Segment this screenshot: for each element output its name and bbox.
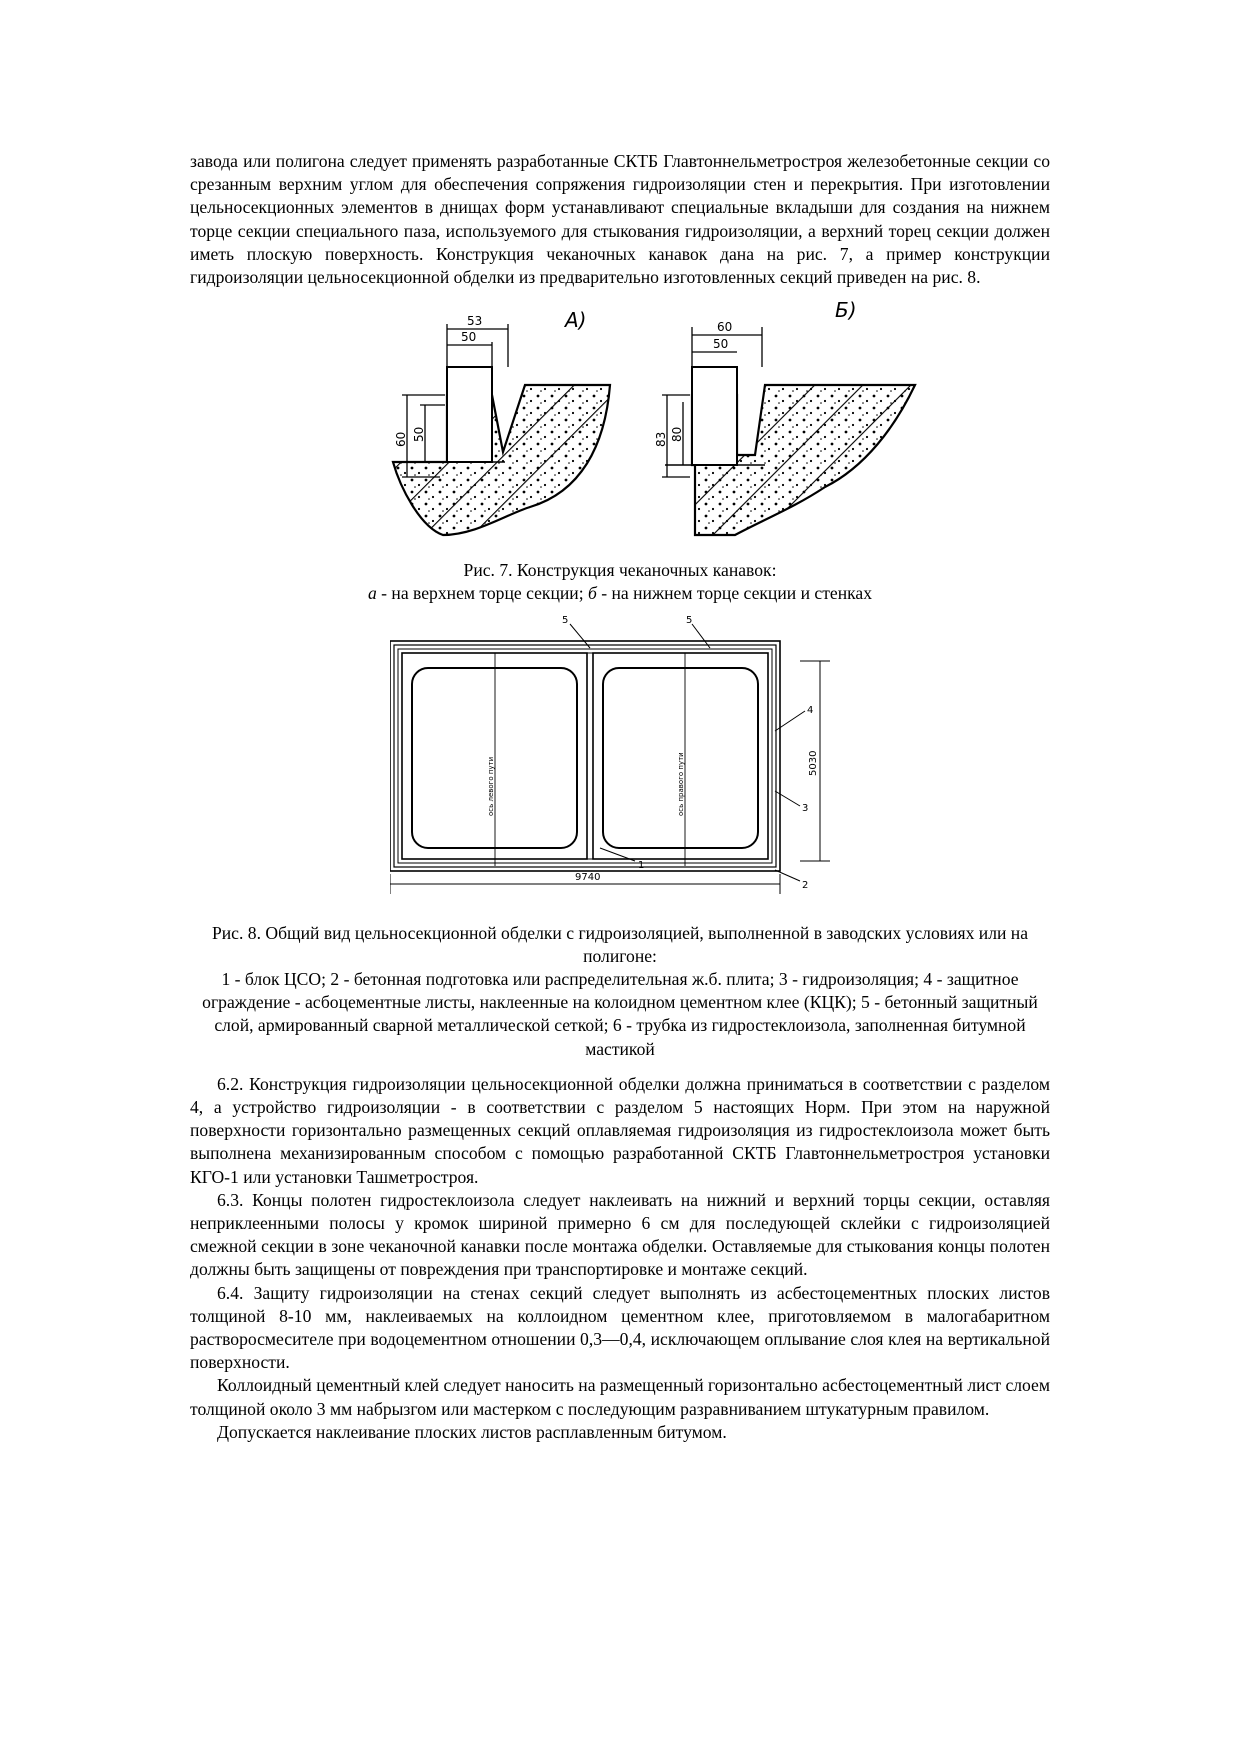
- caption-b-letter: б: [588, 583, 597, 604]
- dim-b-left-inner: 80: [670, 426, 684, 443]
- paragraph-6-3: 6.3. Концы полотен гидростеклоизола следует наклеивать на нижний и верхний торцы секции, оставляя неприклеенными полосы у кромок шириной примерно 6 см для последующей склейки с гидроизоляцией смежной секции в зоне чеканочной канавки после монтажа обделки. Оставляемые для стыкования концы полотен должны быть защищены от повреждения при транспортировке и монтаже секций.: [190, 1189, 1050, 1280]
- figure-8-caption-title: Рис. 8. Общий вид цельносекционной обделки с гидроизоляцией, выполненной в заводских условиях или на полигоне:: [211, 922, 1029, 966]
- dim-a-left-outer: 60: [394, 431, 408, 448]
- figure-8-section-overview: [390, 616, 870, 906]
- dim-b-top-outer: 60: [717, 320, 733, 335]
- intro-paragraph: завода или полигона следует применять разработанные СКТБ Главтоннельметростроя железобетонные секции со срезанным верхним углом для обеспечения сопряжения гидроизоляции стен и перекрытия. При изготовлении цельносекционных элементов в днищах форм устанавливают специальные вкладыши для создания на нижнем торце секции специального паза, используемого для стыкования гидроизоляции, а верхний торец секции должен иметь плоскую поверхность. Конструкция чеканочных канавок дана на рис. 7, а пример конструкции гидроизоляции цельносекционной обделки из предварительно изготовленных секций приведен на рис. 8.: [190, 151, 1050, 288]
- paragraph-colloid-glue: Коллоидный цементный клей следует наносить на размещенный горизонтально асбестоцементный лист слоем толщиной около 3 мм набрызгом или мастерком с последующим разравниванием штукатурным правилом.: [190, 1375, 1050, 1419]
- paragraph-bitumen: Допускается наклеивание плоских листов расплавленным битумом.: [217, 1421, 727, 1442]
- caption-a-letter: а: [367, 583, 377, 604]
- block-left: [402, 653, 587, 859]
- axis-left-label: ось левого пути: [487, 756, 495, 816]
- dim-b-left-outer: 83: [654, 431, 668, 448]
- dim-a-top-inner: 50: [461, 330, 477, 345]
- groove-b: [692, 367, 737, 465]
- panel-b-label: Б): [835, 298, 857, 323]
- callout-5-right: 5: [686, 615, 693, 626]
- callout-1: 1: [638, 859, 645, 871]
- figure-8-legend: 1 - блок ЦСО; 2 - бетонная подготовка или распределительная ж.б. плита; 3 - гидроизоляция; 4 - защитное ограждение - асбоцементные листы, наклеенные на колоидном цементном клее (КЦК); 5 - бетонный защитный слой, армированный сварной металлической сеткой; 6 - трубка из гидростеклоизола, заполненная битумной мастикой: [202, 969, 1038, 1059]
- document-page: [190, 150, 1050, 1444]
- panel-a-label: А): [565, 308, 587, 333]
- callout-3: 3: [802, 802, 809, 814]
- width-dimension: 9740: [575, 871, 601, 883]
- groove-a: [447, 367, 492, 462]
- figure-7-panel-b: [654, 298, 915, 535]
- dim-b-top-inner: 50: [713, 337, 729, 352]
- callout-2: 2: [802, 879, 809, 891]
- figure-7-caption-title: Рис. 7. Конструкция чеканочных канавок:: [463, 560, 777, 581]
- figure-7-chasing-grooves: [325, 297, 925, 557]
- dim-a-left-inner: 50: [412, 426, 426, 443]
- caption-a-text: - на верхнем торце секции;: [376, 583, 588, 604]
- figure-7-caption-legend: [190, 582, 1050, 605]
- figure-7-panel-a: [392, 308, 610, 535]
- axis-right-label: ось правого пути: [677, 751, 685, 816]
- height-dimension: 5030: [808, 750, 819, 776]
- paragraph-6-2: 6.2. Конструкция гидроизоляции цельносекционной обделки должна приниматься в соответствии с разделом 4, а устройство гидроизоляции - в соответствии с разделом 5 настоящих Норм. При этом на наружной поверхности горизонтально размещенных секций оплавляемая гидроизоляция из гидростеклоизола может быть выполнена механизированным способом с помощью разработанной СКТБ Главтоннельметростроя установки КГО-1 или установки Ташметростроя.: [190, 1073, 1050, 1187]
- dim-a-top-outer: 53: [467, 314, 483, 329]
- callout-4: 4: [807, 704, 814, 716]
- callout-5-left: 5: [562, 615, 569, 626]
- paragraph-6-4: 6.4. Защиту гидроизоляции на стенах секций следует выполнять из асбестоцементных плоских листов толщиной 8-10 мм, наклеиваемых на коллоидном цементном клее, приготовляемом в малогабаритном растворосмесителе при водоцементном отношении 0,3—0,4, исключающем оплывание слоя клея на вертикальной поверхности.: [190, 1282, 1050, 1373]
- caption-b-text: - на нижнем торце секции и стенках: [596, 583, 873, 604]
